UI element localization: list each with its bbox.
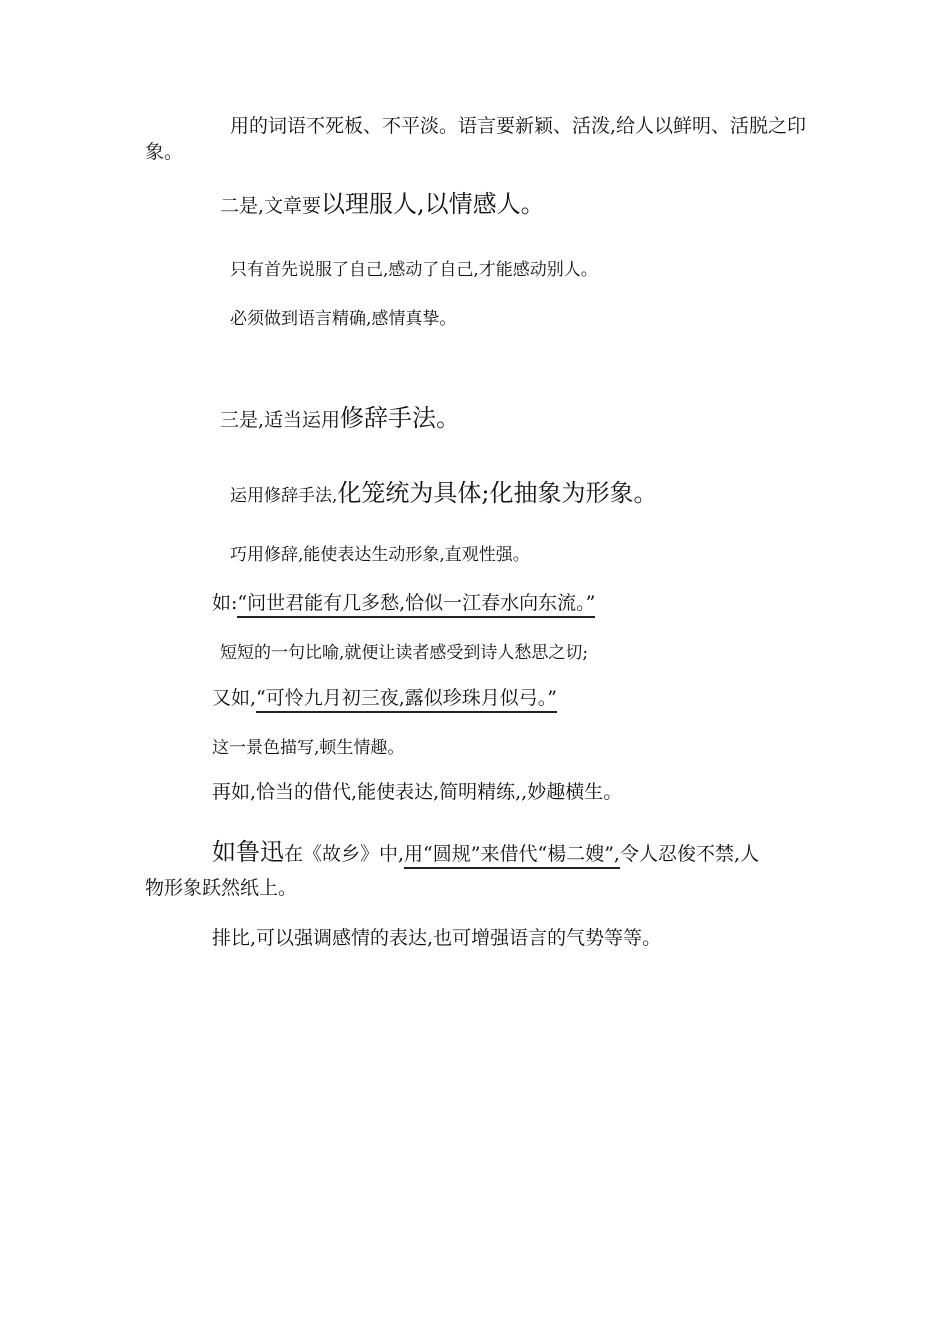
- example-prefix: 如:: [212, 592, 238, 614]
- example-prefix: 又如,: [212, 687, 257, 709]
- underlined-quote: “可怜九月初三夜,露似珍珠月似弓。”: [256, 687, 557, 713]
- example-line: [212, 594, 595, 613]
- heading-prefix: 二是,文章要: [220, 195, 322, 217]
- text-emphasis: 如鲁迅: [212, 838, 284, 866]
- paragraph-line: [212, 840, 759, 864]
- heading-emphasis: 以理服人,以情感人。: [321, 190, 545, 218]
- section-heading-3: [220, 406, 460, 430]
- paragraph-line: [230, 481, 658, 505]
- paragraph-line: 必须做到语言精确,感情真挚。: [230, 309, 457, 329]
- underlined-quote: 用“圆规”来借代“楊二嫂”,: [404, 843, 620, 869]
- paragraph-line: 只有首先说服了自己,感动了自己,才能感动别人。: [230, 260, 598, 280]
- paragraph-line: 巧用修辞,能使表达生动形象,直观性强。: [230, 545, 530, 565]
- text-prefix: 运用修辞手法,: [230, 486, 338, 506]
- paragraph-line: 物形象跃然纸上。: [145, 877, 298, 899]
- heading-emphasis: 修辞手法。: [340, 404, 461, 432]
- paragraph-line: 用的词语不死板、不平淡。语言要新颖、活泼,给人以鲜明、活脱之印: [230, 115, 807, 137]
- paragraph-line: 排比,可以强调感情的表达,也可增强语言的气势等等。: [212, 927, 662, 949]
- heading-prefix: 三是,适当运用: [220, 409, 341, 431]
- text-segment: 在《故乡》中,: [284, 843, 405, 865]
- text-emphasis: 化笼统为具体;化抽象为形象。: [337, 479, 658, 507]
- underlined-quote: “问世君能有几多愁,恰似一江春水向东流。”: [237, 592, 595, 618]
- paragraph-line: 象。: [145, 141, 184, 163]
- paragraph-line: 这一景色描写,顿生情趣。: [212, 738, 405, 758]
- example-line: [212, 689, 557, 708]
- paragraph-line: 再如,恰当的借代,能使表达,简明精练,,妙趣横生。: [212, 781, 623, 803]
- paragraph-line: 短短的一句比喻,就便让读者感受到诗人愁思之切;: [220, 643, 589, 663]
- text-segment: 令人忍俊不禁,人: [619, 843, 759, 865]
- section-heading-2: [220, 192, 545, 216]
